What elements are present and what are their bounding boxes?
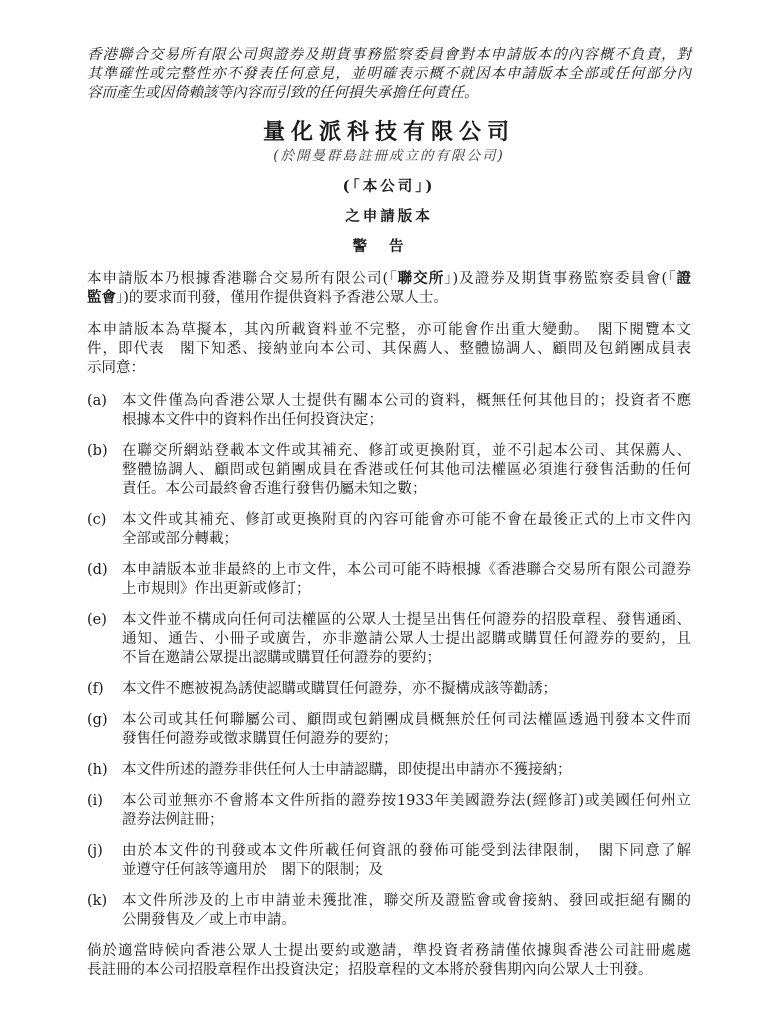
list-item — [87, 561, 691, 599]
incorporation-note: (於開曼群島註冊成立的有限公司) — [273, 148, 505, 164]
text-line: 倘於適當時候向香港公眾人士提出要約或邀請，準投資者務請僅依據與香港公司註冊處處 — [87, 943, 691, 959]
item-label: (d) — [87, 562, 108, 578]
list-item — [87, 611, 691, 668]
company-alias: (「本公司」) — [342, 178, 436, 195]
item-label: (g) — [87, 712, 108, 728]
text-line: 全部或部分轉載； — [122, 531, 238, 547]
text-line: 本公司並無亦不會將本文件所指的證券按1933年美國證券法(經修訂)或美國任何州立 — [122, 793, 691, 809]
text-line: 根據本文件中的資料作出任何投資決定； — [122, 412, 383, 428]
text-segment: 本申請版本為草擬本，其內所載資料並不完整，亦可能會作出重大變動。 閣下閱覽本文 — [87, 322, 691, 338]
text-line: 不旨在邀請公眾提出認購或購買任何證券的要約； — [122, 650, 441, 666]
text-line: 證券法例註冊； — [122, 812, 224, 828]
text-line — [87, 321, 691, 340]
text-line: 長註冊的本公司招股章程作出投資決定；招股章程的文本將於發售期內向公眾人士刊發。 — [87, 962, 653, 978]
text-line: 本文件並不構成向任何司法權區的公眾人士提呈出售任何證券的招股章程、發售通函、 — [122, 612, 691, 628]
item-label: (h) — [87, 762, 108, 778]
intro-section — [87, 269, 691, 378]
intro-paragraph — [87, 321, 691, 378]
defined-term: 聯交所 — [397, 270, 445, 287]
item-text — [122, 761, 691, 780]
item-label: (i) — [87, 793, 103, 809]
text-line: 在聯交所網站登載本文件或其補充、修訂或更換附頁，並不引起本公司、其保薦人、 — [122, 443, 691, 459]
text-segment: 件，即代表 閣下知悉、接納並向本公司、其保薦人、整體協調人、顧問及包銷團成員表 — [87, 341, 691, 357]
item-text — [122, 561, 691, 599]
item-text — [122, 711, 691, 749]
item-text — [122, 611, 691, 668]
text-line: 由於本文件的刊發或本文件所載任何資訊的發佈可能受到法律限制， 閣下同意了解 — [122, 843, 691, 859]
item-label: (a) — [87, 393, 107, 409]
company-name: 量化派科技有限公司 — [262, 119, 515, 145]
text-segment: 示同意： — [87, 360, 145, 376]
text-segment: 」)的要求而刊發，僅用作提供資料予香港公眾人士。 — [116, 290, 448, 306]
text-line: 本文件或其補充、修訂或更換附頁的內容可能會亦可能不會在最後正式的上市文件內 — [122, 512, 691, 528]
list-item — [87, 680, 691, 699]
list-item — [87, 442, 691, 499]
list-item — [87, 711, 691, 749]
text-line: 本文件不應被視為誘使認購或購買任何證券，亦不擬構成該等勸誘； — [122, 681, 557, 697]
text-line: 通知、通告、小冊子或廣告，亦非邀請公眾人士提出認購或購買任何證券的要約，且 — [122, 631, 691, 647]
text-line: 本公司或其任何聯屬公司、顧問或包銷團成員概無於任何司法權區透過刊發本文件而 — [122, 712, 691, 728]
text-line: 本文件僅為向香港公眾人士提供有關本公司的資料，概無任何其他目的；投資者不應 — [122, 393, 691, 409]
item-text — [122, 680, 691, 699]
intro-paragraph — [87, 269, 691, 307]
list-item — [87, 392, 691, 430]
document-type: 之申請版本 — [345, 208, 433, 225]
item-label: (c) — [87, 512, 107, 528]
list-item — [87, 892, 691, 930]
defined-term: 監會 — [87, 289, 116, 306]
text-line: 責任。本公司最終會否進行發售仍屬未知之數； — [122, 481, 427, 497]
text-line: 整體協調人、顧問或包銷團成員在香港或任何其他司法權區必須進行發售活動的任何 — [122, 462, 691, 478]
text-line: 本申請版本並非最終的上市文件，本公司可能不時根據《香港聯合交易所有限公司證券 — [122, 562, 691, 578]
text-line: 並遵守任何該等適用於 閣下的限制；及 — [122, 862, 383, 878]
text-line: 公開發售及／或上市申請。 — [122, 912, 296, 928]
text-segment: 」)及證券及期貨事務監察委員會(「 — [444, 271, 677, 287]
text-segment: 本申請版本乃根據香港聯合交易所有限公司(「 — [87, 271, 398, 287]
text-line: 本文件所述的證券非供任何人士申請認購，即使提出申請亦不獲接納； — [122, 762, 572, 778]
item-label: (f) — [87, 681, 104, 697]
text-line: 容而產生或因倚賴該等內容而引致的任何損失承擔任何責任。 — [87, 85, 479, 101]
text-line — [87, 340, 691, 359]
item-label: (j) — [87, 843, 103, 859]
item-text — [122, 892, 691, 930]
text-line: 上市規則》作出更新或修訂； — [122, 581, 311, 597]
text-line: 本文件所涉及的上市申請並未獲批准，聯交所及證監會或會接納、發回或拒絕有關的 — [122, 893, 691, 909]
text-line: 發售任何證券或徵求購買任何證券的要約； — [122, 731, 398, 747]
item-text — [122, 392, 691, 430]
item-label: (k) — [87, 893, 108, 909]
item-text — [122, 442, 691, 499]
text-line — [87, 269, 691, 288]
text-line: 香港聯合交易所有限公司與證券及期貨事務監察委員會對本申請版本的內容概不負責，對 — [87, 47, 691, 63]
closing-paragraph — [87, 942, 691, 980]
list-item — [87, 511, 691, 549]
defined-term: 證 — [676, 270, 692, 287]
text-line — [87, 359, 691, 378]
item-text — [122, 842, 691, 880]
list-item — [87, 792, 691, 830]
list-item — [87, 761, 691, 780]
item-text — [122, 511, 691, 549]
warning-heading: 警告 — [352, 238, 426, 255]
disclaimer-paragraph — [87, 46, 691, 103]
item-text — [122, 792, 691, 830]
document-page — [87, 46, 691, 994]
list-item — [87, 842, 691, 880]
warning-items-list — [87, 392, 691, 930]
text-line: 其準確性或完整性亦不發表任何意見，並明確表示概不就因本申請版本全部或任何部分內 — [87, 66, 691, 82]
item-label: (b) — [87, 443, 108, 459]
item-label: (e) — [87, 612, 107, 628]
text-line — [87, 288, 691, 307]
